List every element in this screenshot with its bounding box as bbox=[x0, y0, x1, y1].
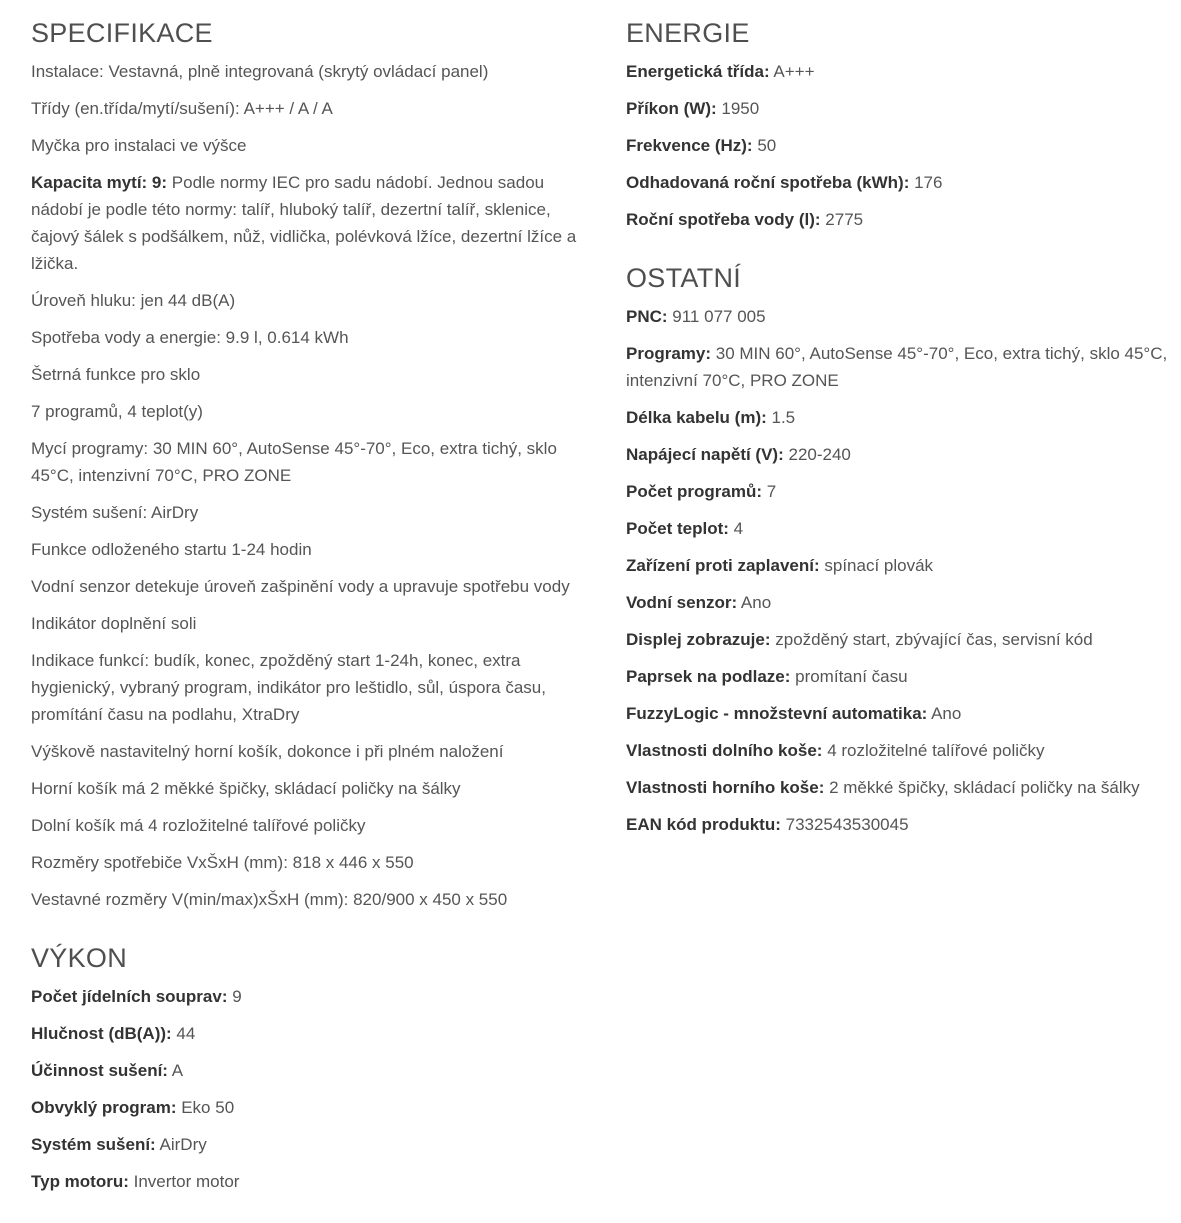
spec-value: AirDry bbox=[155, 1135, 207, 1154]
spec-item bbox=[626, 169, 1176, 196]
spec-label: Příkon (W): bbox=[626, 99, 717, 118]
spec-value: Systém sušení: AirDry bbox=[31, 503, 199, 522]
spec-item bbox=[626, 58, 1176, 85]
spec-value: Invertor motor bbox=[128, 1172, 240, 1191]
spec-value: Třídy (en.třída/mytí/sušení): A+++ / A / A bbox=[31, 99, 333, 118]
spec-item bbox=[31, 1094, 596, 1121]
spec-item bbox=[31, 132, 596, 159]
spec-value: Ano bbox=[737, 593, 772, 612]
spec-value: 1.5 bbox=[766, 408, 796, 427]
spec-value: Horní košík má 2 měkké špičky, skládací poličky na šálky bbox=[31, 779, 461, 798]
spec-item bbox=[626, 95, 1176, 122]
spec-value: Indikátor doplnění soli bbox=[31, 614, 197, 633]
spec-value: spínací plovák bbox=[819, 556, 934, 575]
spec-label: Odhadovaná roční spotřeba (kWh): bbox=[626, 173, 910, 192]
spec-value: Vodní senzor detekuje úroveň zašpinění vody a upravuje spotřebu vody bbox=[31, 577, 570, 596]
spec-item bbox=[626, 441, 1176, 468]
spec-item bbox=[626, 132, 1176, 159]
spec-value: Úroveň hluku: jen 44 dB(A) bbox=[31, 291, 236, 310]
spec-label: Počet teplot: bbox=[626, 519, 729, 538]
spec-label: Počet jídelních souprav: bbox=[31, 987, 228, 1006]
spec-item bbox=[626, 515, 1176, 542]
spec-item bbox=[31, 886, 596, 913]
spec-label: Energetická třída: bbox=[626, 62, 770, 81]
spec-item bbox=[31, 536, 596, 563]
spec-item bbox=[626, 206, 1176, 233]
spec-label: EAN kód produktu: bbox=[626, 815, 781, 834]
spec-value: 4 rozložitelné talířové poličky bbox=[822, 741, 1045, 760]
spec-value: Indikace funkcí: budík, konec, zpožděný start 1-24h, konec, extra hygienický, vybraný program, indikátor pro leštidlo, sůl, úspora času, promítání času na podlahu, XtraDry bbox=[31, 651, 546, 724]
spec-label: Vlastnosti dolního koše: bbox=[626, 741, 823, 760]
spec-value: 50 bbox=[752, 136, 777, 155]
spec-value: Dolní košík má 4 rozložitelné talířové poličky bbox=[31, 816, 366, 835]
spec-label: Hlučnost (dB(A)): bbox=[31, 1024, 172, 1043]
spec-list bbox=[626, 303, 1176, 838]
spec-value: Funkce odloženého startu 1-24 hodin bbox=[31, 540, 312, 559]
spec-item bbox=[626, 663, 1176, 690]
spec-label: Displej zobrazuje: bbox=[626, 630, 771, 649]
spec-item bbox=[31, 983, 596, 1010]
spec-item bbox=[31, 58, 596, 85]
spec-value: 2 měkké špičky, skládací poličky na šálky bbox=[824, 778, 1140, 797]
spec-value: Šetrná funkce pro sklo bbox=[31, 365, 201, 384]
spec-list bbox=[626, 58, 1176, 233]
spec-label: Vlastnosti horního koše: bbox=[626, 778, 825, 797]
spec-label: Počet programů: bbox=[626, 482, 763, 501]
section-ostatni bbox=[626, 263, 1176, 838]
spec-value: 4 bbox=[728, 519, 744, 538]
spec-item bbox=[626, 303, 1176, 330]
spec-value: Výškově nastavitelný horní košík, dokonce i při plném naložení bbox=[31, 742, 504, 761]
spec-item bbox=[31, 647, 596, 728]
spec-item bbox=[626, 811, 1176, 838]
spec-item bbox=[31, 287, 596, 314]
right-column bbox=[626, 0, 1176, 848]
spec-label: Vodní senzor: bbox=[626, 593, 738, 612]
spec-item bbox=[31, 499, 596, 526]
spec-value: 44 bbox=[171, 1024, 196, 1043]
spec-item bbox=[31, 169, 596, 277]
spec-item bbox=[626, 589, 1176, 616]
spec-value: Eko 50 bbox=[176, 1098, 235, 1117]
spec-value: 7332543530045 bbox=[780, 815, 909, 834]
spec-value: Spotřeba vody a energie: 9.9 l, 0.614 kWh bbox=[31, 328, 349, 347]
spec-list bbox=[31, 983, 596, 1195]
spec-label: FuzzyLogic - množstevní automatika: bbox=[626, 704, 928, 723]
spec-value: 7 bbox=[762, 482, 777, 501]
spec-value: Ano bbox=[927, 704, 962, 723]
spec-item bbox=[31, 435, 596, 489]
spec-label: Paprsek na podlaze: bbox=[626, 667, 791, 686]
section-title: ENERGIE bbox=[626, 18, 750, 48]
spec-value: 9 bbox=[227, 987, 242, 1006]
spec-item bbox=[31, 95, 596, 122]
section-title: OSTATNÍ bbox=[626, 263, 742, 293]
spec-label: Obvyklý program: bbox=[31, 1098, 177, 1117]
spec-label: Systém sušení: bbox=[31, 1135, 156, 1154]
spec-item bbox=[31, 775, 596, 802]
spec-item bbox=[626, 340, 1176, 394]
spec-item bbox=[31, 1057, 596, 1084]
spec-label: Roční spotřeba vody (l): bbox=[626, 210, 821, 229]
spec-value: Myčka pro instalaci ve výšce bbox=[31, 136, 247, 155]
section-specifikace bbox=[31, 18, 596, 913]
spec-item bbox=[31, 398, 596, 425]
spec-value: Vestavné rozměry V(min/max)xŠxH (mm): 820/900 x 450 x 550 bbox=[31, 890, 508, 909]
spec-label: Napájecí napětí (V): bbox=[626, 445, 784, 464]
spec-item bbox=[626, 774, 1176, 801]
spec-label: Typ motoru: bbox=[31, 1172, 129, 1191]
spec-value: 30 MIN 60°, AutoSense 45°-70°, Eco, extra tichý, sklo 45°C, intenzivní 70°C, PRO ZONE bbox=[626, 344, 1168, 390]
spec-value: 220-240 bbox=[783, 445, 851, 464]
spec-value: 1950 bbox=[716, 99, 760, 118]
section-title: VÝKON bbox=[31, 943, 128, 973]
spec-item bbox=[31, 1131, 596, 1158]
spec-label: Účinnost sušení: bbox=[31, 1061, 168, 1080]
spec-item bbox=[626, 404, 1176, 431]
spec-value: Instalace: Vestavná, plně integrovaná (skrytý ovládací panel) bbox=[31, 62, 489, 81]
spec-item bbox=[31, 849, 596, 876]
spec-label: Programy: bbox=[626, 344, 712, 363]
spec-value: A bbox=[167, 1061, 184, 1080]
spec-value: Podle normy IEC pro sadu nádobí. Jednou sadou nádobí je podle této normy: talíř, hluboký talíř, dezertní talíř, sklenice, čajový šálek s podšálkem, nůž, vidlička, polévková lžíce, dezertní lžíce a lžička. bbox=[31, 173, 577, 273]
spec-value: 2775 bbox=[820, 210, 864, 229]
spec-value: zpožděný start, zbývající čas, servisní kód bbox=[770, 630, 1093, 649]
spec-label: Zařízení proti zaplavení: bbox=[626, 556, 820, 575]
spec-item bbox=[626, 626, 1176, 653]
spec-item bbox=[31, 812, 596, 839]
spec-item bbox=[626, 700, 1176, 727]
spec-label: Délka kabelu (m): bbox=[626, 408, 767, 427]
spec-value: 176 bbox=[909, 173, 943, 192]
spec-item bbox=[626, 552, 1176, 579]
spec-item bbox=[31, 573, 596, 600]
spec-value: Mycí programy: 30 MIN 60°, AutoSense 45°-70°, Eco, extra tichý, sklo 45°C, intenzivní 70°C, PRO ZONE bbox=[31, 439, 557, 485]
spec-item bbox=[31, 324, 596, 351]
spec-value: 911 077 005 bbox=[667, 307, 766, 326]
spec-value: 7 programů, 4 teplot(y) bbox=[31, 402, 203, 421]
section-title: SPECIFIKACE bbox=[31, 18, 213, 48]
spec-label: PNC: bbox=[626, 307, 668, 326]
spec-item bbox=[31, 1020, 596, 1047]
spec-item bbox=[626, 478, 1176, 505]
section-vykon bbox=[31, 943, 596, 1195]
section-energie bbox=[626, 18, 1176, 233]
spec-value: A+++ bbox=[769, 62, 815, 81]
spec-item bbox=[626, 737, 1176, 764]
spec-label: Kapacita mytí: 9: bbox=[31, 173, 168, 192]
spec-item bbox=[31, 738, 596, 765]
left-column bbox=[31, 0, 596, 1205]
spec-item bbox=[31, 610, 596, 637]
spec-value: promítaní času bbox=[790, 667, 908, 686]
spec-item bbox=[31, 361, 596, 388]
spec-list bbox=[31, 58, 596, 913]
spec-label: Frekvence (Hz): bbox=[626, 136, 753, 155]
spec-item bbox=[31, 1168, 596, 1195]
spec-value: Rozměry spotřebiče VxŠxH (mm): 818 x 446 x 550 bbox=[31, 853, 414, 872]
